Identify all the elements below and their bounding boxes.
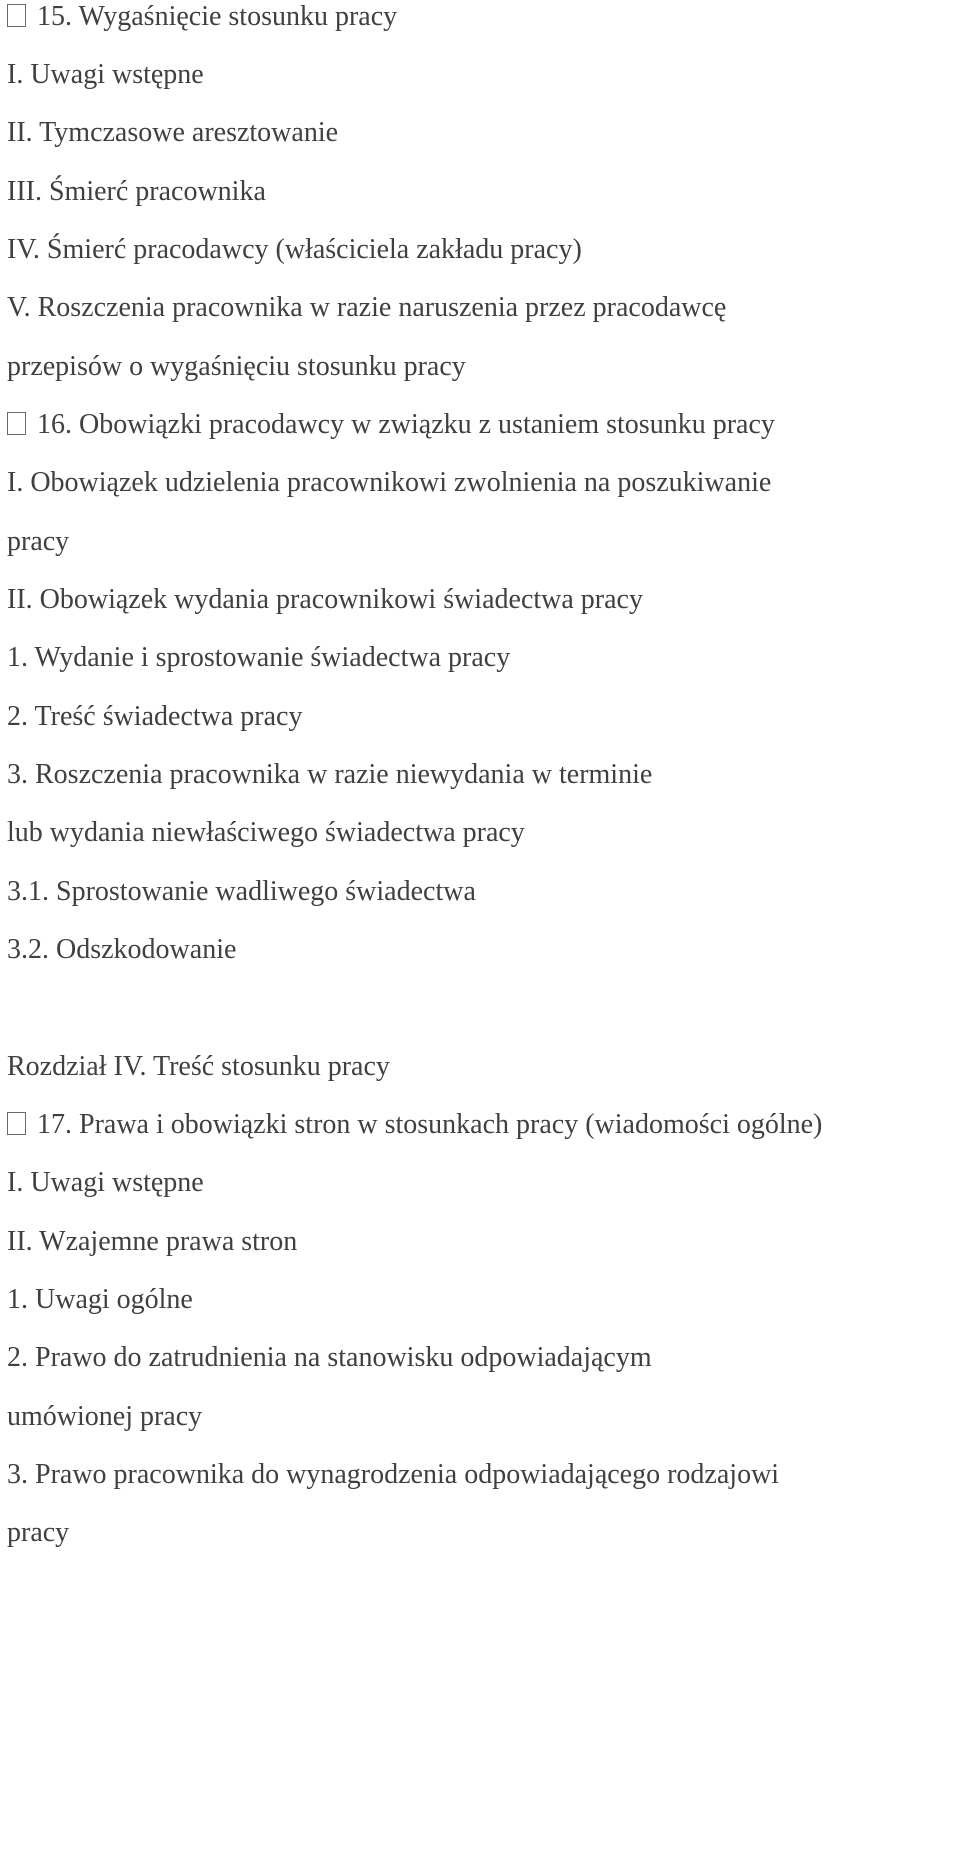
toc-entry-continuation: pracy	[7, 1517, 70, 1548]
toc-entry: III. Śmierć pracownika	[7, 176, 266, 207]
toc-section-heading	[7, 1108, 822, 1142]
toc-entry: 1. Uwagi ogólne	[7, 1284, 193, 1315]
toc-entry: 1. Wydanie i sprostowanie świadectwa pracy	[7, 642, 511, 673]
toc-entry-continuation: przepisów o wygaśnięciu stosunku pracy	[7, 351, 466, 382]
toc-entry: II. Obowiązek wydania pracownikowi świadectwa pracy	[7, 584, 643, 615]
missing-glyph-icon	[7, 1112, 26, 1135]
toc-entry: II. Wzajemne prawa stron	[7, 1226, 298, 1257]
toc-entry: I. Obowiązek udzielenia pracownikowi zwolnienia na poszukiwanie	[7, 467, 772, 498]
toc-line-text: 17. Prawa i obowiązki stron w stosunkach pracy (wiadomości ogólne)	[37, 1109, 823, 1140]
toc-section-heading	[7, 0, 397, 34]
toc-entry: 3. Prawo pracownika do wynagrodzenia odpowiadającego rodzajowi	[7, 1459, 780, 1490]
toc-entry-continuation: umówionej pracy	[7, 1401, 203, 1432]
toc-entry: V. Roszczenia pracownika w razie naruszenia przez pracodawcę	[7, 292, 727, 323]
missing-glyph-icon	[7, 4, 26, 27]
toc-entry-continuation: lub wydania niewłaściwego świadectwa pracy	[7, 817, 525, 848]
toc-entry: I. Uwagi wstępne	[7, 59, 204, 90]
toc-entry: 3. Roszczenia pracownika w razie niewydania w terminie	[7, 759, 653, 790]
toc-entry: 2. Prawo do zatrudnienia na stanowisku odpowiadającym	[7, 1342, 652, 1373]
toc-entry: 2. Treść świadectwa pracy	[7, 701, 303, 732]
toc-entry: 3.2. Odszkodowanie	[7, 934, 237, 965]
toc-entry-continuation: pracy	[7, 526, 70, 557]
toc-entry: IV. Śmierć pracodawcy (właściciela zakładu pracy)	[7, 234, 582, 265]
toc-section-heading	[7, 408, 775, 442]
chapter-heading: Rozdział IV. Treść stosunku pracy	[7, 1051, 390, 1082]
missing-glyph-icon	[7, 412, 26, 435]
toc-entry: II. Tymczasowe aresztowanie	[7, 117, 339, 148]
toc-entry: I. Uwagi wstępne	[7, 1167, 204, 1198]
toc-entry: 3.1. Sprostowanie wadliwego świadectwa	[7, 876, 476, 907]
toc-line-text: 16. Obowiązki pracodawcy w związku z ustaniem stosunku pracy	[37, 409, 775, 440]
toc-line-text: 15. Wygaśnięcie stosunku pracy	[37, 1, 398, 32]
